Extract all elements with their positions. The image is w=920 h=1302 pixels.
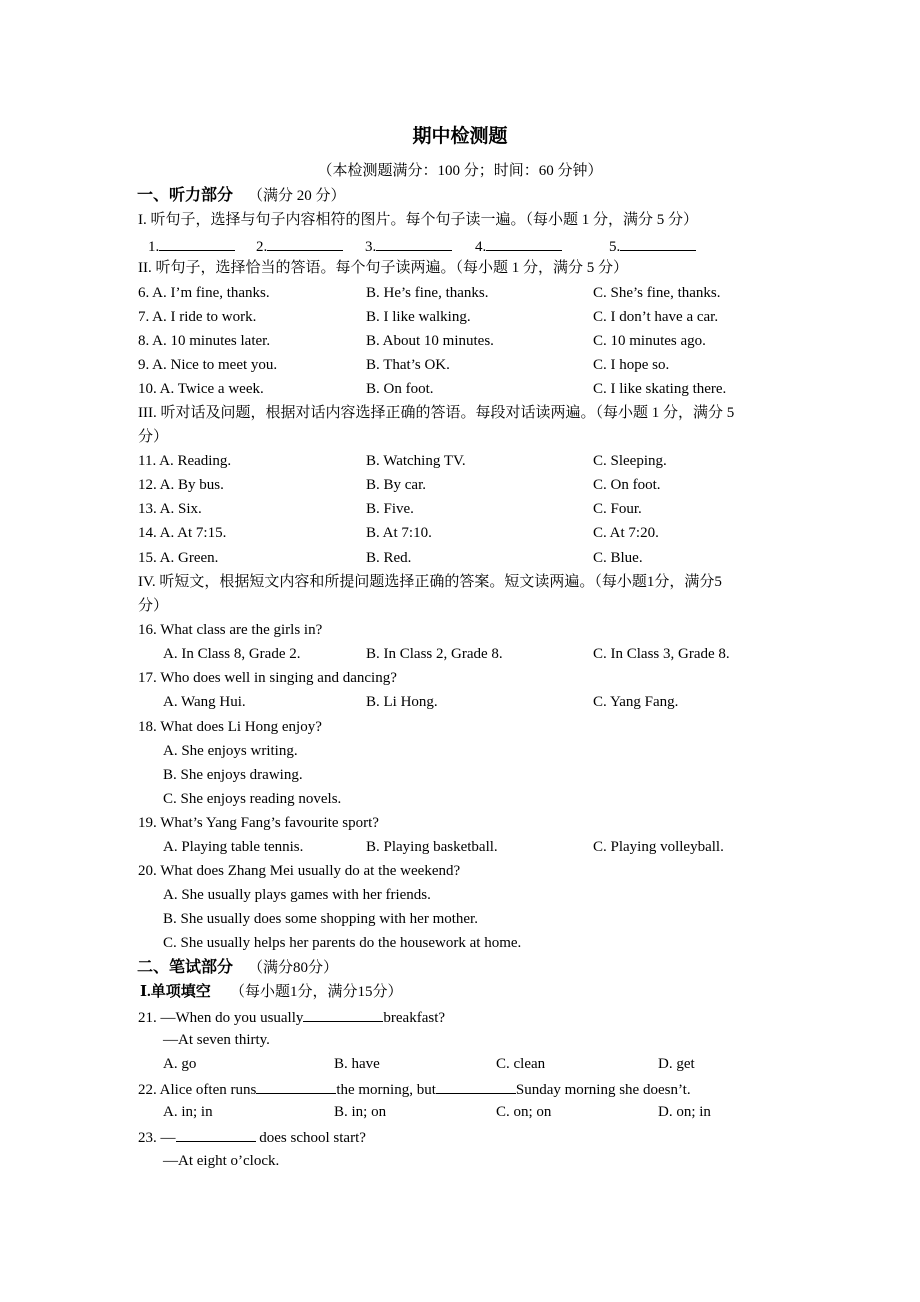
question-row: [0, 499, 920, 523]
option-b[interactable]: B. At 7:10.: [366, 525, 432, 541]
option-a[interactable]: A. Playing table tennis.: [163, 839, 304, 855]
instruction-text: I. 听句子，选择与句子内容相符的图片。每个句子读一遍。（每小题 1 分，满分 5 分）: [138, 212, 698, 228]
option-a[interactable]: 6. A. I’m fine, thanks.: [138, 285, 270, 301]
option-b[interactable]: B. Five.: [366, 501, 414, 517]
question-option-line: [0, 789, 920, 813]
question-text: 16. What class are the girls in?: [138, 622, 323, 638]
fill-blank[interactable]: [176, 1126, 256, 1142]
option-a[interactable]: A. She enjoys writing.: [163, 743, 298, 759]
question-row: [0, 355, 920, 379]
answer-blanks-row: [0, 235, 920, 259]
option-d[interactable]: D. get: [658, 1056, 695, 1072]
fill-blank[interactable]: [303, 1006, 383, 1022]
page-title: 期中检测题: [412, 126, 508, 147]
part-instruction: [0, 258, 920, 282]
question-stem: [0, 1078, 920, 1102]
question-stem: [0, 1126, 920, 1150]
option-c[interactable]: C. on; on: [496, 1104, 552, 1120]
option-c[interactable]: C. She usually helps her parents do the housework at home.: [163, 935, 522, 951]
option-c[interactable]: C. Yang Fang.: [593, 694, 679, 710]
option-a[interactable]: 7. A. I ride to work.: [138, 309, 257, 325]
option-c[interactable]: C. I like skating there.: [593, 381, 727, 397]
answer-blank[interactable]: [148, 235, 235, 257]
option-b[interactable]: B. Red.: [366, 550, 412, 566]
option-c[interactable]: C. Blue.: [593, 550, 643, 566]
question-text: 18. What does Li Hong enjoy?: [138, 719, 322, 735]
question-stem: [0, 813, 920, 837]
option-a[interactable]: 10. A. Twice a week.: [138, 381, 264, 397]
question-stem: [0, 861, 920, 885]
part-note: （每小题1分，满分15分）: [230, 984, 403, 1000]
stem-part: 22. Alice often runs: [138, 1082, 257, 1098]
question-option-line: [0, 909, 920, 933]
question-option-line: [0, 741, 920, 765]
question-row: [0, 379, 920, 403]
option-a[interactable]: 14. A. At 7:15.: [138, 525, 227, 541]
instruction-text: III. 听对话及问题，根据对话内容选择正确的答语。每段对话读两遍。（每小题 1 分，满分 5: [138, 405, 735, 421]
question-option-line: [0, 933, 920, 957]
question-row: [0, 692, 920, 716]
instruction-text: 分）: [138, 429, 169, 445]
option-a[interactable]: A. She usually plays games with her friends.: [163, 887, 431, 903]
question-row: [0, 523, 920, 547]
fill-blank[interactable]: [256, 1078, 336, 1094]
stem-part: 23. —: [138, 1130, 176, 1146]
option-c[interactable]: C. I hope so.: [593, 357, 670, 373]
option-a[interactable]: A. go: [163, 1056, 197, 1072]
option-a[interactable]: 8. A. 10 minutes later.: [138, 333, 271, 349]
question-row: [0, 307, 920, 331]
section-written: [0, 958, 920, 982]
blank-number: 3.: [365, 239, 377, 255]
option-c[interactable]: C. I don’t have a car.: [593, 309, 719, 325]
question-stem: [0, 620, 920, 644]
option-b[interactable]: B. in; on: [334, 1104, 387, 1120]
option-b[interactable]: B. have: [334, 1056, 380, 1072]
option-b[interactable]: B. I like walking.: [366, 309, 471, 325]
question-text: 17. Who does well in singing and dancing?: [138, 670, 397, 686]
instruction-text: IV. 听短文，根据短文内容和所提问题选择正确的答案。短文读两遍。（每小题1分，满分5: [138, 574, 722, 590]
question-text: [138, 1078, 691, 1100]
question-row: [0, 475, 920, 499]
option-b[interactable]: B. By car.: [366, 477, 426, 493]
blank-number: 1.: [148, 239, 160, 255]
question-text: [138, 1126, 366, 1148]
question-text: 19. What’s Yang Fang’s favourite sport?: [138, 815, 379, 831]
stem-part: does school start?: [255, 1130, 366, 1146]
option-a[interactable]: 13. A. Six.: [138, 501, 202, 517]
instruction-text: 分）: [138, 598, 169, 614]
question-row: [0, 1102, 920, 1126]
option-d[interactable]: D. on; in: [658, 1104, 711, 1120]
stem-part: the morning, but: [336, 1082, 436, 1098]
option-b[interactable]: B. Playing basketball.: [366, 839, 498, 855]
option-b[interactable]: B. On foot.: [366, 381, 434, 397]
section-heading: 二、笔试部分: [137, 959, 234, 976]
option-c[interactable]: C. In Class 3, Grade 8.: [593, 646, 730, 662]
option-c[interactable]: C. Sleeping.: [593, 453, 667, 469]
page-subtitle: （本检测题满分：100 分；时间：60 分钟）: [317, 163, 603, 179]
question-stem: [0, 668, 920, 692]
part-instruction: [0, 210, 920, 234]
answer-blank[interactable]: [256, 235, 343, 257]
question-row: [0, 837, 920, 861]
option-b[interactable]: B. Watching TV.: [366, 453, 466, 469]
question-row: [0, 331, 920, 355]
option-b[interactable]: B. She usually does some shopping with her mother.: [163, 911, 478, 927]
answer-blank[interactable]: [365, 235, 452, 257]
fill-blank[interactable]: [436, 1078, 516, 1094]
stem-part: 21. —When do you usually: [138, 1010, 304, 1026]
dialogue-reply: [0, 1151, 920, 1175]
option-a[interactable]: 12. A. By bus.: [138, 477, 224, 493]
answer-blank[interactable]: [609, 235, 696, 257]
option-b[interactable]: B. He’s fine, thanks.: [366, 285, 489, 301]
part-instruction-cont: [0, 427, 920, 451]
part-instruction-cont: [0, 596, 920, 620]
stem-part: Sunday morning she doesn’t.: [515, 1082, 691, 1098]
option-a[interactable]: A. Wang Hui.: [163, 694, 246, 710]
instruction-text: II. 听句子，选择恰当的答语。每个句子读两遍。（每小题 1 分，满分 5 分）: [138, 260, 628, 276]
option-c[interactable]: C. Four.: [593, 501, 642, 517]
part-single-choice: [0, 982, 920, 1006]
option-c[interactable]: C. At 7:20.: [593, 525, 659, 541]
question-row: [0, 451, 920, 475]
option-b[interactable]: B. Li Hong.: [366, 694, 438, 710]
option-c[interactable]: C. clean: [496, 1056, 546, 1072]
question-stem: [0, 1006, 920, 1030]
section-note: （满分80分）: [248, 960, 339, 976]
part-instruction: [0, 572, 920, 596]
option-c[interactable]: C. She’s fine, thanks.: [593, 285, 721, 301]
option-c[interactable]: C. 10 minutes ago.: [593, 333, 706, 349]
option-c[interactable]: C. She enjoys reading novels.: [163, 791, 342, 807]
section-listening: [0, 186, 920, 210]
question-row: [0, 548, 920, 572]
reply-text: —At seven thirty.: [163, 1032, 270, 1048]
blank-number: 2.: [256, 239, 268, 255]
option-b[interactable]: B. She enjoys drawing.: [163, 767, 303, 783]
section-note: （满分 20 分）: [248, 188, 346, 204]
question-text: [138, 1006, 445, 1028]
question-option-line: [0, 765, 920, 789]
blank-number: 5.: [609, 239, 621, 255]
question-option-line: [0, 885, 920, 909]
stem-part: breakfast?: [383, 1010, 446, 1026]
section-heading: 一、听力部分: [137, 187, 234, 204]
question-row: [0, 283, 920, 307]
option-c[interactable]: C. Playing volleyball.: [593, 839, 724, 855]
option-b[interactable]: B. In Class 2, Grade 8.: [366, 646, 503, 662]
question-row: [0, 1054, 920, 1078]
part-heading: Ⅰ.单项填空: [140, 984, 211, 1000]
option-a[interactable]: 9. A. Nice to meet you.: [138, 357, 278, 373]
question-text: 20. What does Zhang Mei usually do at the weekend?: [138, 863, 461, 879]
part-instruction: [0, 403, 920, 427]
answer-blank[interactable]: [475, 235, 562, 257]
option-b[interactable]: B. About 10 minutes.: [366, 333, 494, 349]
option-c[interactable]: C. On foot.: [593, 477, 661, 493]
option-a[interactable]: A. In Class 8, Grade 2.: [163, 646, 301, 662]
option-a[interactable]: 15. A. Green.: [138, 550, 219, 566]
question-row: [0, 644, 920, 668]
reply-text: —At eight o’clock.: [163, 1153, 280, 1169]
question-stem: [0, 717, 920, 741]
option-b[interactable]: B. That’s OK.: [366, 357, 450, 373]
dialogue-reply: [0, 1030, 920, 1054]
option-a[interactable]: A. in; in: [163, 1104, 213, 1120]
blank-number: 4.: [475, 239, 487, 255]
option-a[interactable]: 11. A. Reading.: [138, 453, 232, 469]
